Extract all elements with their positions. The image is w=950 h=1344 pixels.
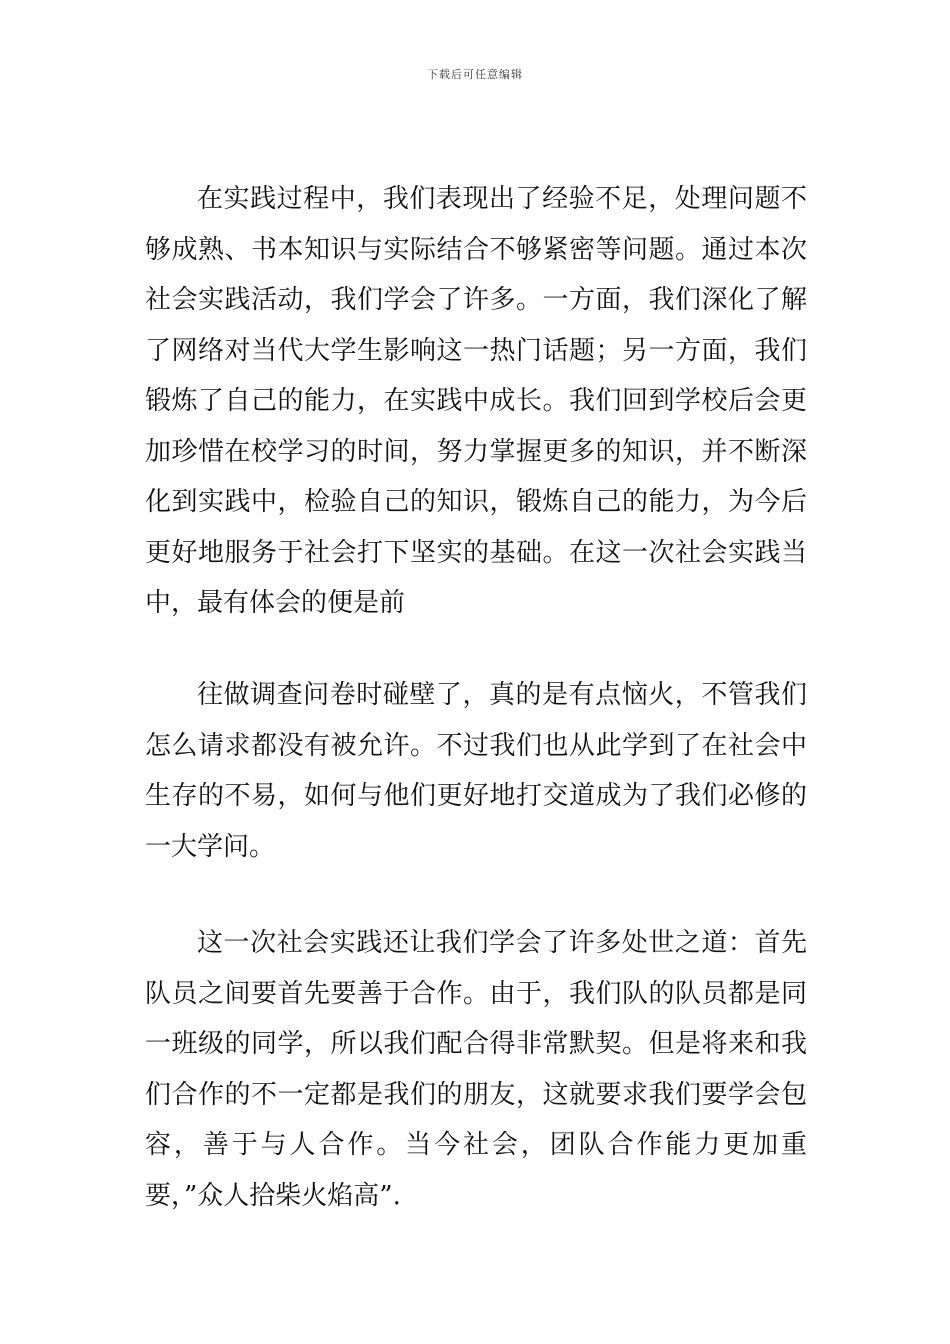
paragraph-1: 在实践过程中，我们表现出了经验不足，处理问题不够成熟、书本知识与实际结合不够紧密等问题。通过本次社会实践活动，我们学会了许多。一方面，我们深化了解了网络对当代大学生影响这一热门话题；另一方面，我们锻炼了自己的能力，在实践中成长。我们回到学校后会更加珍惜在校学习的时间，努力掌握更多的知识，并不断深化到实践中，检验自己的知识，锻炼自己的能力，为今后更好地服务于社会打下坚实的基础。在这一次社会实践当中，最有体会的便是前 [145, 184, 807, 618]
header-note: 下载后可任意编辑 [427, 68, 523, 81]
paragraph-3: 这一次社会实践还让我们学会了许多处世之道：首先队员之间要首先要善于合作。由于，我们队的队员都是同一班级的同学，所以我们配合得非常默契。但是将来和我们合作的不一定都是我们的朋友，这就要求我们要学会包容，善于与人合作。当今社会，团队合作能力更加重要，”众人拾柴火焰高”. [145, 928, 807, 1211]
paragraph-2: 往做调查问卷时碰壁了，真的是有点恼火，不管我们怎么请求都没有被允许。不过我们也从此学到了在社会中生存的不易，如何与他们更好地打交道成为了我们必修的一大学问。 [145, 680, 807, 862]
